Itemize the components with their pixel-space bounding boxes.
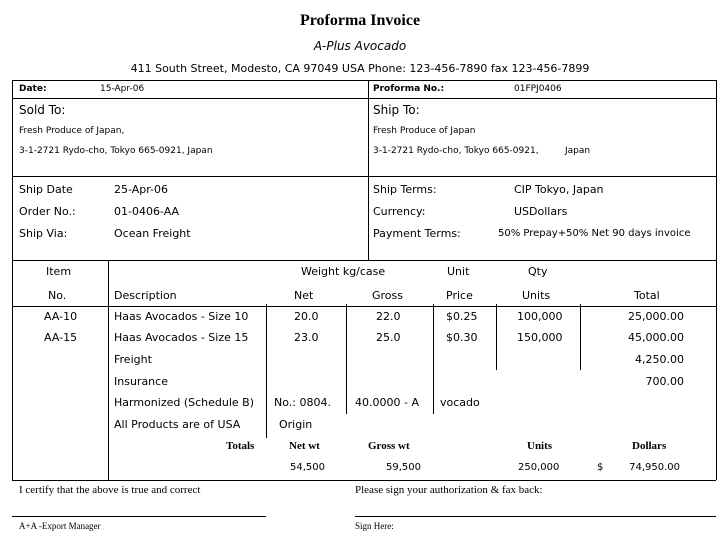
header-price: Price [446,289,473,302]
row-units: 100,000 [517,310,563,323]
totals-gross-wt: 59,500 [386,462,421,473]
ship-to-country: Japan [565,146,591,156]
currency-label: Currency: [373,205,426,218]
row-total: 25,000.00 [628,310,684,323]
ship-via-value: Ocean Freight [114,227,191,240]
row-item-no: AA-15 [44,331,78,344]
company-address: 411 South Street, Modesto, CA 97049 USA Phone: 123-456-7890 fax 123-456-7899 [130,62,590,75]
ship-terms-value: CIP Tokyo, Japan [514,183,604,196]
row-gross: 25.0 [376,331,401,344]
header-item: Item [46,265,72,278]
payment-terms-value: 50% Prepay+50% Net 90 days invoice [498,228,691,239]
header-description: Description [114,289,177,302]
header-qty: Qty [528,265,548,278]
totals-dollars: 74,950.00 [629,462,680,473]
freight-value: 4,250.00 [635,353,684,366]
company-name: A-Plus Avocado [313,39,407,53]
payment-terms-label: Payment Terms: [373,227,461,240]
header-weight: Weight kg/case [301,265,386,278]
totals-net-wt: 54,500 [290,462,325,473]
harmonized-extra: vocado [440,396,480,409]
date-label: Date: [19,84,47,94]
order-no-label: Order No.: [19,205,76,218]
totals-gross-wt-label: Gross wt [368,440,410,452]
totals-label: Totals [226,440,255,452]
totals-units: 250,000 [518,462,560,473]
sign-here-label: Sign Here: [355,521,394,531]
header-total: Total [634,289,660,302]
ship-date-value: 25-Apr-06 [114,183,169,196]
ship-date-label: Ship Date [19,183,73,196]
harmonized-no: No.: 0804. [274,396,331,409]
header-net: Net [294,289,314,302]
sold-to-label: Sold To: [19,103,66,117]
row-price: $0.25 [446,310,478,323]
row-item-no: AA-10 [44,310,78,323]
row-net: 23.0 [294,331,319,344]
sold-to-name: Fresh Produce of Japan, [19,126,125,136]
insurance-label: Insurance [114,375,168,388]
header-no: No. [48,289,67,302]
row-units: 150,000 [517,331,563,344]
origin-word: Origin [279,418,313,431]
totals-currency-symbol: $ [597,462,604,473]
freight-label: Freight [114,353,152,366]
ship-to-label: Ship To: [373,103,420,117]
manager-label: A+A -Export Manager [19,521,101,531]
insurance-value: 700.00 [645,375,684,388]
ship-via-label: Ship Via: [19,227,68,240]
row-description: Haas Avocados - Size 10 [114,310,249,323]
row-description: Haas Avocados - Size 15 [114,331,249,344]
row-net: 20.0 [294,310,319,323]
header-unit: Unit [447,265,470,278]
proforma-value: 01FPJ0406 [514,84,562,94]
row-gross: 22.0 [376,310,401,323]
header-units: Units [522,289,551,302]
date-value: 15-Apr-06 [100,84,145,94]
totals-dollars-label: Dollars [632,440,667,452]
ship-terms-label: Ship Terms: [373,183,437,196]
ship-to-name: Fresh Produce of Japan [373,126,476,136]
order-no-value: 01-0406-AA [114,205,180,218]
header-gross: Gross [372,289,403,302]
totals-units-label: Units [527,440,553,452]
totals-net-wt-label: Net wt [289,440,320,452]
proforma-label: Proforma No.: [373,84,445,94]
invoice-title: Proforma Invoice [299,12,421,29]
currency-value: USDollars [514,205,568,218]
certify-text: I certify that the above is true and correct [19,484,201,496]
harmonized-code: 40.0000 - A [355,396,419,409]
row-total: 45,000.00 [628,331,684,344]
row-price: $0.30 [446,331,478,344]
origin-label: All Products are of USA [114,418,241,431]
sign-request-text: Please sign your authorization & fax back: [355,484,543,496]
harmonized-label: Harmonized (Schedule B) [114,396,255,409]
sold-to-address: 3-1-2721 Rydo-cho, Tokyo 665-0921, Japan [19,146,213,156]
ship-to-address: 3-1-2721 Rydo-cho, Tokyo 665-0921, [373,146,539,156]
